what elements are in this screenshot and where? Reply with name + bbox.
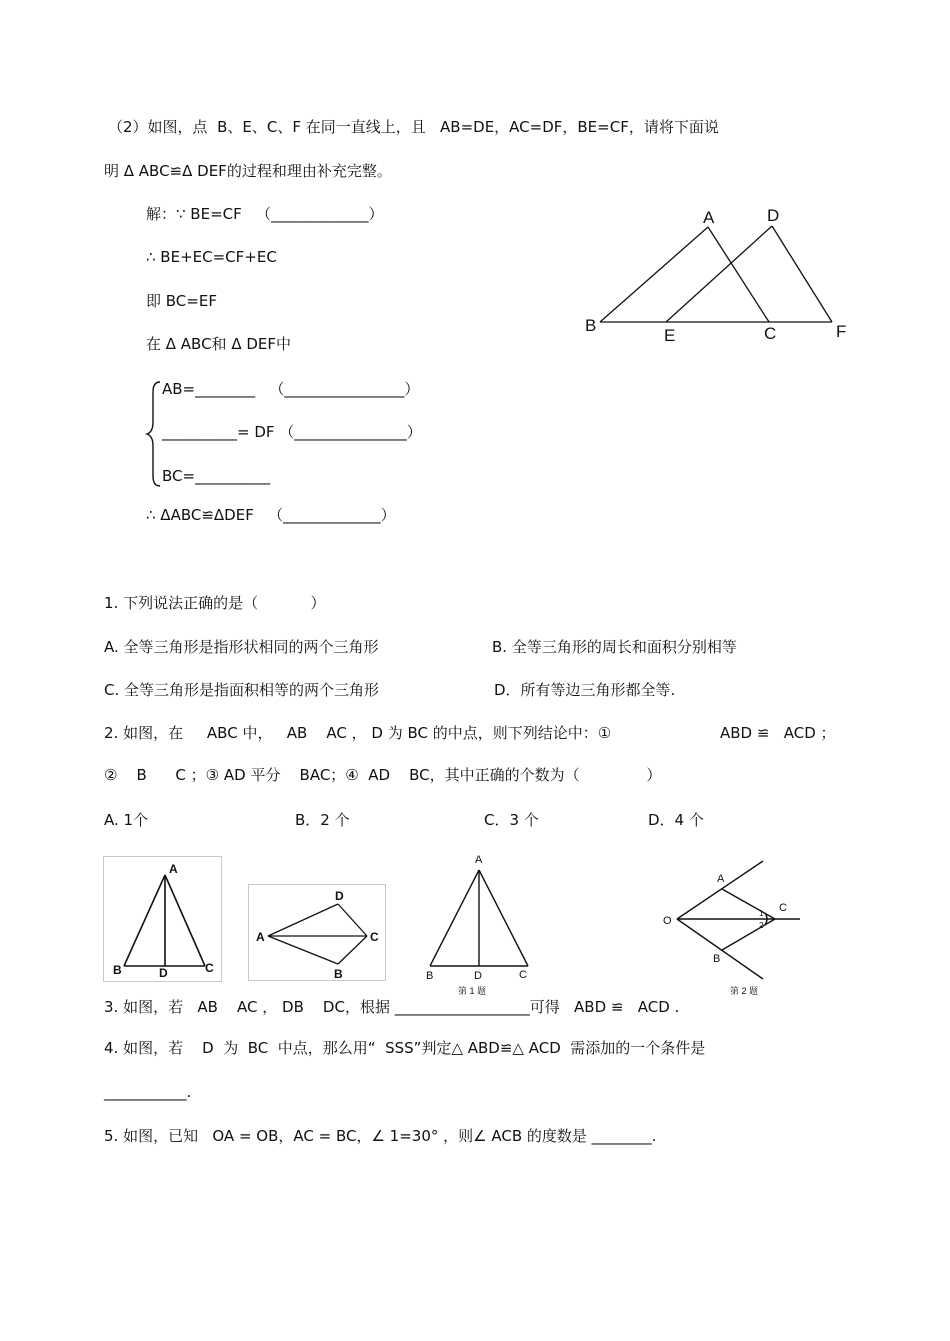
f1-label-a: A [169,862,178,876]
segment-df [772,226,832,322]
q1-option-b: B. 全等三角形的周长和面积分别相等 [492,638,737,656]
figure-isosceles-triangle [104,857,220,980]
proof-step-4: 在 Δ ABC和 Δ DEF中 [146,335,292,353]
brace-icon [144,380,164,488]
segment-ab [600,227,708,322]
figure-question-2 [655,855,805,1000]
q2-line1: 2. 如图，在 ABC 中， AB AC ， D 为 BC 的中点，则下列结论中：① [104,724,612,742]
q2-line2: ② B C ；③ AD 平分 BAC；④ AD BC，其中正确的个数为（ ） [104,766,662,784]
q1-stem: 1. 下列说法正确的是（ ） [104,594,326,612]
label-b: B [585,316,597,335]
q1-option-c: C. 全等三角形是指面积相等的两个三角形 [104,681,380,699]
q1-option-d: D．所有等边三角形都全等. [494,681,676,699]
f1-label-d: D [159,966,168,980]
f2-label-d: D [335,889,344,903]
q1-option-a: A. 全等三角形是指形状相同的两个三角形 [104,638,379,656]
q4-line2: ___________. [104,1083,192,1101]
brace-line-2: __________= DF （_______________） [162,423,422,441]
f2-label-b: B [334,967,343,981]
figure-triangles-abc-def [580,200,850,350]
f4-caption: 第 2 题 [730,986,759,996]
label-e: E [664,326,676,345]
brace-line-3: BC=__________ [162,467,271,485]
q2-option-a: A. 1个 [104,811,149,829]
q4-line1: 4. 如图，若 D 为 BC 中点，那么用“ SSS”判定△ ABD≌△ ACD 需添加的一个条件是 [104,1039,706,1057]
proof-conclusion: ∴ ΔABC≌ΔDEF （_____________） [146,506,396,524]
q2-line1-end: ABD ≌ ACD ； [720,724,836,742]
f4-label-a: A [717,873,725,885]
proof-step-2: ∴ BE+EC=CF+EC [146,248,277,266]
figure-question-1 [420,848,540,998]
f1-label-c: C [205,961,214,975]
f3-label-d: D [474,970,482,982]
f2-label-a: A [256,930,265,944]
f1-label-b: B [113,963,122,977]
f3-caption: 第 1 题 [458,986,487,996]
f2-label-c: C [370,930,379,944]
f3-label-c: C [519,969,527,981]
problem2-line1: （2）如图，点 B、E、C、F 在同一直线上，且 AB=DE，AC=DF，BE=CF，请将下面说 [108,118,719,136]
label-d: D [767,206,780,225]
figure-kite [249,885,384,979]
f4-angle-2: 2 [759,921,764,930]
q2-option-d: D．4 个 [648,811,704,829]
q3-text: 3. 如图，若 AB AC ， DB DC，根据 __________________可得 ABD ≌ ACD . [104,998,680,1016]
label-f: F [836,322,847,341]
proof-step-1: 解：∵ BE=CF （_____________） [146,205,384,223]
f4-label-o: O [663,915,672,927]
label-c: C [764,324,777,343]
f4-angle-1: 1 [759,909,764,918]
problem2-line2: 明 Δ ABC≌Δ DEF的过程和理由补充完整。 [104,162,392,180]
segment-ac [708,227,769,322]
proof-step-3: 即 BC=EF [146,292,217,310]
f4-label-c: C [779,902,787,914]
label-a: A [703,208,715,227]
q2-option-b: B．2 个 [295,811,350,829]
q5-text: 5. 如图，已知 OA = OB，AC = BC，∠ 1=30° ，则∠ ACB 的度数是 ________. [104,1127,657,1145]
f3-label-b: B [426,970,434,982]
f4-label-b: B [713,953,721,965]
q2-option-c: C．3 个 [484,811,539,829]
segment-de [666,226,772,322]
brace-line-1: AB=________ （________________） [162,380,420,398]
f3-label-a: A [475,854,483,866]
